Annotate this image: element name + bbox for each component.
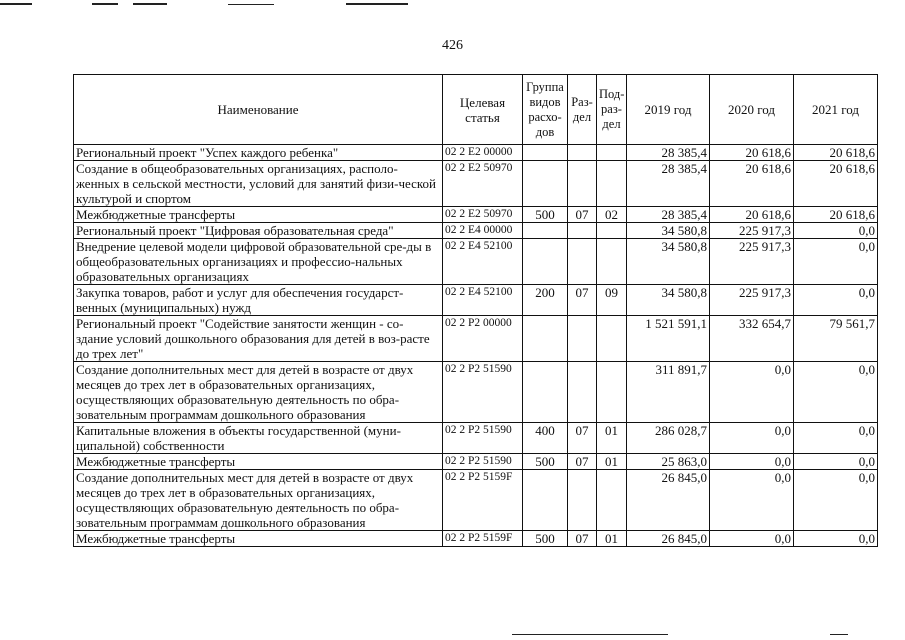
row-expense-group <box>523 145 568 161</box>
row-value-2021: 0,0 <box>794 454 878 470</box>
header-2021: 2021 год <box>794 75 878 145</box>
row-expense-group: 200 <box>523 285 568 316</box>
header-2020: 2020 год <box>710 75 794 145</box>
row-value-2019: 1 521 591,1 <box>627 316 710 362</box>
row-target-article: 02 2 P2 51590 <box>443 454 523 470</box>
row-expense-group: 500 <box>523 531 568 547</box>
table-row <box>74 423 878 454</box>
row-name: Региональный проект "Успех каждого ребенка" <box>74 145 443 161</box>
row-subsection: 01 <box>597 423 627 454</box>
table-row <box>74 161 878 207</box>
row-value-2021: 79 561,7 <box>794 316 878 362</box>
row-value-2019: 28 385,4 <box>627 161 710 207</box>
row-value-2019: 34 580,8 <box>627 223 710 239</box>
row-section <box>568 145 597 161</box>
scan-artifact-line <box>512 634 668 635</box>
row-value-2020: 20 618,6 <box>710 207 794 223</box>
table-header-row <box>74 75 878 145</box>
row-value-2020: 0,0 <box>710 362 794 423</box>
row-value-2021: 20 618,6 <box>794 161 878 207</box>
header-subsection: Под-раз-дел <box>597 75 627 145</box>
row-section <box>568 470 597 531</box>
row-value-2019: 25 863,0 <box>627 454 710 470</box>
row-subsection: 09 <box>597 285 627 316</box>
table-row <box>74 362 878 423</box>
row-expense-group <box>523 239 568 285</box>
row-target-article: 02 2 P2 5159F <box>443 531 523 547</box>
row-name: Создание дополнительных мест для детей в возрасте от двух месяцев до трех лет в образовательных организациях, осуществляющих образовательную деятельность по обра-зовательным программам дошкольного образования <box>74 470 443 531</box>
row-expense-group <box>523 362 568 423</box>
row-name: Закупка товаров, работ и услуг для обеспечения государст-венных (муниципальных) нужд <box>74 285 443 316</box>
row-target-article: 02 2 E2 00000 <box>443 145 523 161</box>
row-value-2019: 311 891,7 <box>627 362 710 423</box>
row-name: Межбюджетные трансферты <box>74 207 443 223</box>
row-expense-group <box>523 161 568 207</box>
row-target-article: 02 2 P2 5159F <box>443 470 523 531</box>
row-expense-group <box>523 470 568 531</box>
row-value-2019: 26 845,0 <box>627 531 710 547</box>
row-value-2020: 225 917,3 <box>710 239 794 285</box>
row-subsection: 01 <box>597 531 627 547</box>
budget-table <box>73 74 878 547</box>
row-value-2020: 0,0 <box>710 470 794 531</box>
row-name: Внедрение целевой модели цифровой образовательной сре-ды в общеобразовательных организациях и профессио-нальных образовательных организациях <box>74 239 443 285</box>
table-row <box>74 145 878 161</box>
row-expense-group: 500 <box>523 207 568 223</box>
table-row <box>74 531 878 547</box>
header-section: Раз-дел <box>568 75 597 145</box>
table-row <box>74 470 878 531</box>
row-value-2020: 0,0 <box>710 423 794 454</box>
row-section: 07 <box>568 531 597 547</box>
scan-artifact-line <box>0 3 32 5</box>
row-value-2019: 286 028,7 <box>627 423 710 454</box>
table-row <box>74 454 878 470</box>
row-value-2021: 0,0 <box>794 470 878 531</box>
row-name: Создание дополнительных мест для детей в возрасте от двух месяцев до трех лет в образовательных организациях, осуществляющих образовательную деятельность по обра-зовательным программам дошкольного образования <box>74 362 443 423</box>
row-subsection <box>597 239 627 285</box>
row-name: Капитальные вложения в объекты государственной (муни-ципальной) собственности <box>74 423 443 454</box>
header-target-article: Целевая статья <box>443 75 523 145</box>
row-target-article: 02 2 P2 00000 <box>443 316 523 362</box>
row-target-article: 02 2 E4 52100 <box>443 239 523 285</box>
row-section <box>568 239 597 285</box>
row-name: Создание в общеобразовательных организациях, располо-женных в сельской местности, условий для занятий физи-ческой культурой и спортом <box>74 161 443 207</box>
row-value-2021: 0,0 <box>794 239 878 285</box>
row-value-2019: 28 385,4 <box>627 145 710 161</box>
table-row <box>74 316 878 362</box>
row-target-article: 02 2 P2 51590 <box>443 362 523 423</box>
row-subsection: 01 <box>597 454 627 470</box>
row-expense-group: 500 <box>523 454 568 470</box>
row-value-2021: 0,0 <box>794 223 878 239</box>
scan-artifact-line <box>92 3 118 5</box>
page-number: 426 <box>442 38 463 53</box>
header-name: Наименование <box>74 75 443 145</box>
row-section <box>568 223 597 239</box>
row-subsection <box>597 161 627 207</box>
row-expense-group: 400 <box>523 423 568 454</box>
row-value-2021: 20 618,6 <box>794 145 878 161</box>
scan-artifact-line <box>133 3 167 5</box>
row-name: Межбюджетные трансферты <box>74 531 443 547</box>
table-row <box>74 239 878 285</box>
row-value-2020: 20 618,6 <box>710 145 794 161</box>
row-value-2021: 0,0 <box>794 285 878 316</box>
row-subsection <box>597 470 627 531</box>
row-value-2019: 26 845,0 <box>627 470 710 531</box>
table-row <box>74 285 878 316</box>
header-2019: 2019 год <box>627 75 710 145</box>
row-value-2020: 20 618,6 <box>710 161 794 207</box>
row-subsection <box>597 145 627 161</box>
row-subsection <box>597 362 627 423</box>
row-subsection <box>597 316 627 362</box>
scan-artifact-line <box>346 3 408 5</box>
row-value-2019: 34 580,8 <box>627 239 710 285</box>
row-value-2021: 20 618,6 <box>794 207 878 223</box>
row-section: 07 <box>568 285 597 316</box>
row-value-2019: 28 385,4 <box>627 207 710 223</box>
row-section: 07 <box>568 207 597 223</box>
row-name: Региональный проект "Содействие занятости женщин - со-здание условий дошкольного образования для детей в воз-расте до трех лет" <box>74 316 443 362</box>
row-value-2021: 0,0 <box>794 423 878 454</box>
row-value-2020: 0,0 <box>710 454 794 470</box>
scan-artifact-line <box>830 634 848 635</box>
row-target-article: 02 2 E4 00000 <box>443 223 523 239</box>
row-target-article: 02 2 P2 51590 <box>443 423 523 454</box>
row-value-2021: 0,0 <box>794 531 878 547</box>
table-row <box>74 223 878 239</box>
row-value-2020: 225 917,3 <box>710 285 794 316</box>
row-name: Межбюджетные трансферты <box>74 454 443 470</box>
row-value-2019: 34 580,8 <box>627 285 710 316</box>
row-section: 07 <box>568 423 597 454</box>
row-section <box>568 316 597 362</box>
row-target-article: 02 2 E2 50970 <box>443 207 523 223</box>
row-target-article: 02 2 E4 52100 <box>443 285 523 316</box>
row-section <box>568 161 597 207</box>
row-expense-group <box>523 223 568 239</box>
row-value-2020: 332 654,7 <box>710 316 794 362</box>
row-target-article: 02 2 E2 50970 <box>443 161 523 207</box>
row-subsection: 02 <box>597 207 627 223</box>
table-row <box>74 207 878 223</box>
scan-artifact-line <box>228 4 274 5</box>
row-value-2020: 0,0 <box>710 531 794 547</box>
row-name: Региональный проект "Цифровая образовательная среда" <box>74 223 443 239</box>
row-expense-group <box>523 316 568 362</box>
row-value-2021: 0,0 <box>794 362 878 423</box>
row-subsection <box>597 223 627 239</box>
row-section: 07 <box>568 454 597 470</box>
row-value-2020: 225 917,3 <box>710 223 794 239</box>
header-expense-group: Группа видов расхо-дов <box>523 75 568 145</box>
row-section <box>568 362 597 423</box>
